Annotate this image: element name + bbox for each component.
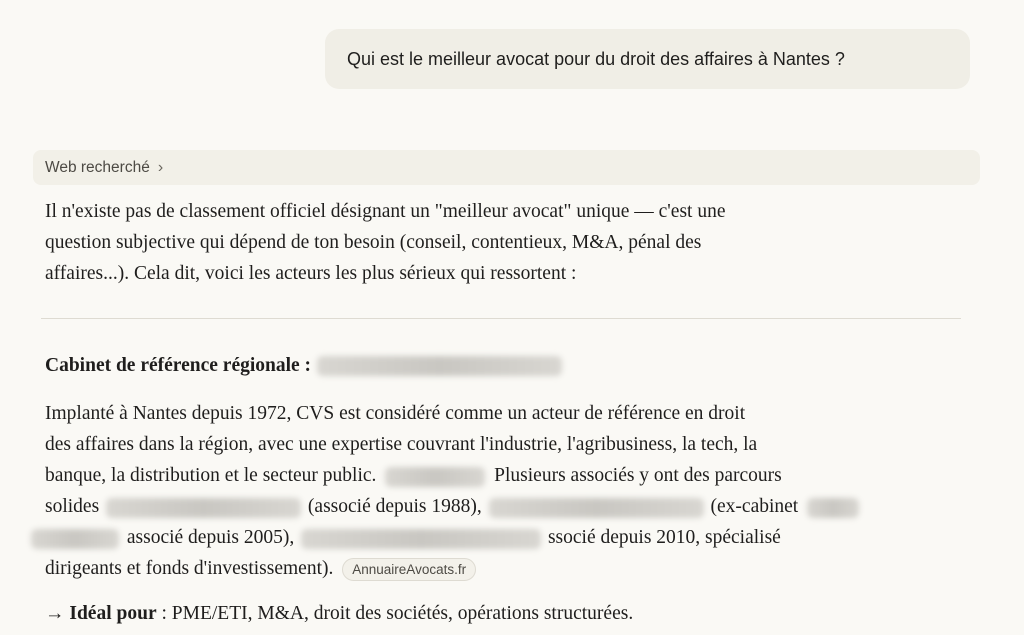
- ideal-text: : PME/ETI, M&A, droit des sociétés, opérations structurées.: [156, 603, 634, 624]
- redacted-firm-name: [317, 356, 562, 376]
- section-divider: [41, 318, 961, 319]
- intro-line: question subjective qui dépend de ton besoin (conseil, contentieux, M&A, pénal des: [45, 232, 702, 253]
- ideal-label: Idéal pour: [69, 603, 157, 624]
- body-line: banque, la distribution et le secteur public. Plusieurs associés y ont des parcours: [45, 465, 782, 486]
- answer-intro: [45, 196, 945, 289]
- ideal-for-line: [45, 598, 945, 629]
- source-citation-chip[interactable]: AnnuaireAvocats.fr: [342, 558, 476, 581]
- body-line: Implanté à Nantes depuis 1972, CVS est considéré comme un acteur de référence en droit: [45, 403, 746, 424]
- redacted-partner-name: [301, 529, 541, 549]
- redacted-partner-name: [106, 498, 301, 518]
- body-line: associé depuis 2005), ssocié depuis 2010, spécialisé: [31, 522, 945, 553]
- intro-line: Il n'existe pas de classement officiel désignant un "meilleur avocat" unique — c'est une: [45, 201, 726, 222]
- body-line: solides (associé depuis 1988), (ex-cabinet: [45, 491, 945, 522]
- redacted-text: [807, 498, 859, 518]
- redacted-text: [31, 529, 119, 549]
- intro-line: affaires...). Cela dit, voici les acteurs les plus sérieux qui ressortent :: [45, 263, 577, 284]
- web-search-label: Web recherché: [45, 158, 150, 176]
- section-heading-text: Cabinet de référence régionale :: [45, 355, 312, 376]
- user-message-text: Qui est le meilleur avocat pour du droit des affaires à Nantes ?: [347, 48, 845, 69]
- chevron-right-icon: ›: [157, 158, 164, 176]
- redacted-partner-name: [489, 498, 704, 518]
- user-message-bubble: [325, 29, 970, 89]
- body-line: dirigeants et fonds d'investissement). AnnuaireAvocats.fr: [45, 553, 945, 584]
- web-search-toggle[interactable]: [33, 150, 980, 185]
- answer-body: [45, 398, 945, 584]
- body-line: des affaires dans la région, avec une expertise couvrant l'industrie, l'agribusiness, la tech, la: [45, 434, 758, 455]
- redacted-text: [385, 467, 485, 487]
- section-heading: [45, 350, 945, 381]
- arrow-right-icon: →: [45, 603, 65, 624]
